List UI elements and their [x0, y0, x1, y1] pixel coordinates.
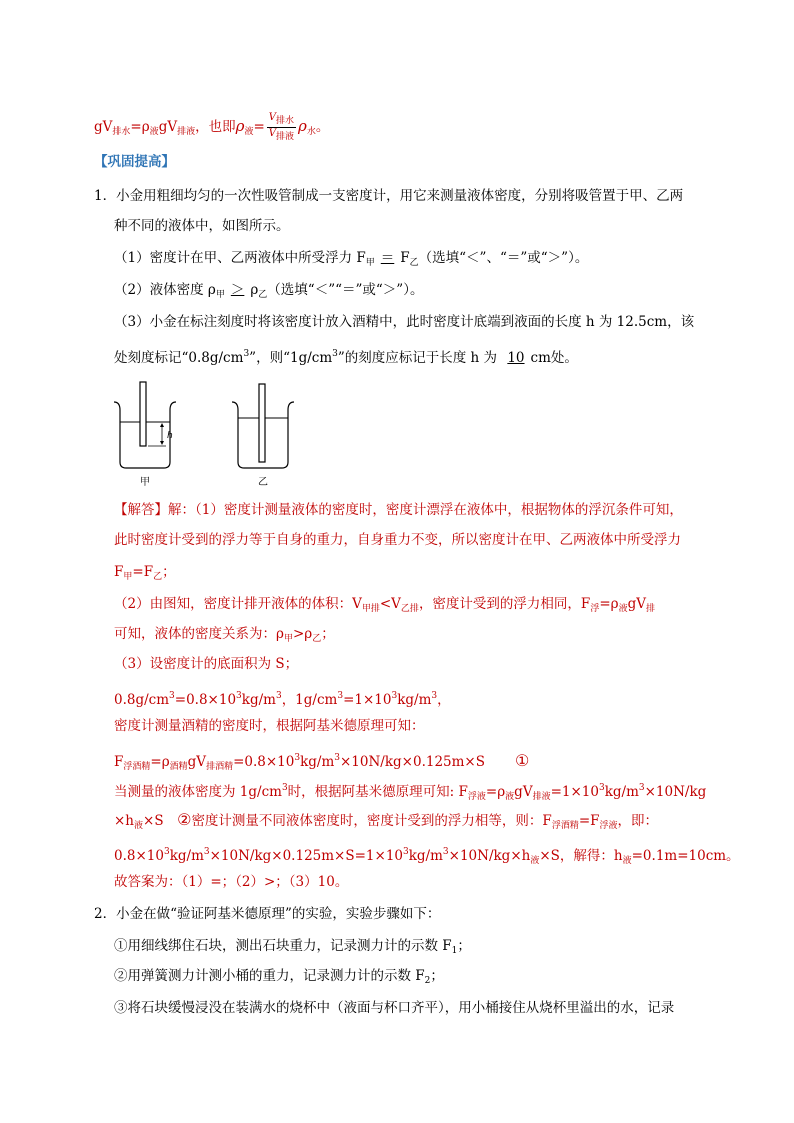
- frac-num-v: V: [268, 112, 276, 123]
- fraction: [267, 112, 296, 143]
- sol-sub: 浮液: [599, 821, 618, 831]
- sol-sup: 3: [281, 783, 288, 793]
- frac-den-sub: 排液: [276, 132, 295, 142]
- sol-sub: 排液: [532, 792, 551, 802]
- sol-text: =F: [578, 813, 600, 829]
- sol-sup: 3: [334, 753, 340, 763]
- q2-step-sub: 1: [451, 946, 458, 956]
- sol-text: kg/m: [169, 848, 204, 864]
- sol-sup: 3: [203, 847, 210, 857]
- q1-p2-text: （2）液体密度 ρ: [114, 282, 216, 298]
- circled-2: ②: [177, 810, 192, 829]
- sol-sub: 乙: [153, 572, 163, 582]
- solution-line3: [114, 562, 176, 587]
- sol-text: kg/m: [408, 848, 443, 864]
- sol-text: （2）由图知，密度计排开液体的体积：V: [114, 596, 362, 612]
- sol-text: ×10N/kg×0.125m×S=1×10: [209, 848, 403, 864]
- sol-text: ，1g/cm: [281, 692, 338, 708]
- sol-sub: 浮酒精: [123, 762, 151, 772]
- sol-text: =1×10: [550, 784, 599, 800]
- q2-step3: ③将石块缓慢浸没在装满水的烧杯中（液面与杯口齐平），用小桶接住从烧杯里溢出的水，记录: [114, 1000, 675, 1016]
- sol-text: =0.1m=10cm。: [631, 848, 740, 864]
- sol-text: kg/m: [241, 692, 276, 708]
- h-arrow-head-down: [160, 441, 164, 445]
- formula-sub: 水: [306, 127, 316, 137]
- solution-line7: [114, 686, 451, 710]
- sol-text: 密度计测量不同液体密度时，密度计受到的浮力相等，则：F: [191, 813, 552, 829]
- q1-p3-sup: 3: [332, 349, 338, 359]
- sol-text: gV: [187, 754, 207, 770]
- frac-den-v: V: [268, 128, 276, 139]
- formula-text: ，也即: [195, 119, 236, 135]
- circled-1: ①: [515, 751, 530, 770]
- sol-text: =1×10: [343, 692, 392, 708]
- sol-text: 0.8×10: [114, 848, 164, 864]
- q1-p3-text: 处刻度标记“0.8g/cm: [114, 350, 244, 366]
- formula-text: gV: [158, 119, 178, 135]
- solution-line5: [114, 624, 335, 649]
- sol-text: kg/m: [397, 692, 432, 708]
- sol-sub: 浮酒精: [551, 821, 579, 831]
- sol-text: =ρ: [599, 596, 619, 612]
- formula-sub: 排液: [177, 127, 196, 137]
- q1-p2-sub: 甲: [215, 290, 225, 300]
- solution-line8: 密度计测量酒精的密度时，根据阿基米德原理可知：: [114, 718, 425, 734]
- formula-text: 。: [315, 119, 330, 135]
- q1-p2-answer: ＞: [230, 282, 245, 298]
- q1-part2: [114, 280, 423, 305]
- straw-jia: [140, 382, 146, 446]
- q1-part3-line1: （3）小金在标注刻度时将该密度计放入酒精中，此时密度计底端到液面的长度 h 为 12.5cm，该: [114, 314, 695, 330]
- sol-sub: 液: [618, 604, 628, 614]
- q1-p1-text: F: [400, 250, 410, 266]
- q1-p1-sub: 甲: [365, 258, 375, 268]
- solution-line11: [114, 810, 658, 836]
- sol-sub: 甲: [123, 572, 133, 582]
- q2-step-text: ①用细线绑住石块，测出石块重力，记录测力计的示数 F: [114, 938, 452, 954]
- formula-sub: 液: [149, 127, 159, 137]
- sol-sup: 3: [169, 691, 175, 701]
- solution-line10: [114, 778, 706, 807]
- sol-sub: 浮液: [467, 792, 486, 802]
- q2-line1: 2．小金在做“验证阿基米德原理”的实验，实验步骤如下：: [94, 906, 441, 922]
- sol-text: ×10N/kg×h: [448, 848, 531, 864]
- h-label: h: [167, 431, 173, 441]
- sol-sup: 3: [431, 691, 438, 701]
- q1-p3-sup: 3: [243, 349, 250, 359]
- frac-num-sub: 排水: [276, 116, 295, 126]
- sol-text: ，即：: [617, 813, 659, 829]
- sol-text: ×S: [143, 813, 178, 829]
- sol-text: kg/m: [604, 784, 639, 800]
- q1-p2-text: ρ: [250, 282, 259, 298]
- sol-text: F: [114, 564, 124, 580]
- sol-sub: 液: [505, 792, 515, 802]
- sol-text: 当测量的液体密度为 1g/cm: [114, 784, 282, 800]
- sol-text: ×10N/kg: [644, 784, 707, 800]
- q1-p1-text: （选填“＜”、“＝”或“＞”）。: [418, 250, 589, 266]
- q1-p1-answer: ＝: [380, 250, 395, 266]
- sol-sup: 3: [391, 691, 398, 701]
- sol-sup: 3: [442, 847, 449, 857]
- sol-text: gV: [627, 596, 646, 612]
- sol-text: =F: [132, 564, 154, 580]
- formula-line: [94, 112, 329, 145]
- sol-text: ，密度计受到的浮力相同，F: [418, 596, 591, 612]
- sol-sup: 3: [403, 847, 409, 857]
- q2-step-text: ；: [430, 968, 444, 984]
- solution-text: 解：（1）密度计测量液体的密度时，密度计漂浮在液体中，根据物体的浮沉条件可知，: [168, 502, 683, 518]
- formula-text: =ρ: [130, 119, 150, 135]
- solution-line9: [114, 748, 529, 777]
- q1-p1-text: （1）密度计在甲、乙两液体中所受浮力 F: [114, 250, 366, 266]
- sol-sup: 3: [294, 753, 301, 763]
- formula-text: =: [253, 119, 265, 135]
- q2-step-sub: 2: [424, 976, 431, 986]
- q2-step2: [114, 966, 444, 991]
- sol-sub: 乙排: [400, 604, 419, 614]
- q1-p1-sub: 乙: [409, 258, 419, 268]
- sol-text: ；: [162, 564, 176, 580]
- label-jia: 甲: [140, 477, 150, 488]
- q1-part1: [114, 248, 588, 273]
- q1-line1: 1．小金用粗细均匀的一次性吸管制成一支密度计，用它来测量液体密度，分别将吸管置于甲、乙两: [94, 188, 684, 204]
- q1-p3-text: cm处。: [530, 350, 578, 366]
- formula-sub: 排水: [112, 127, 131, 137]
- sol-text: ；: [321, 626, 335, 642]
- sol-sub: 浮: [590, 604, 600, 614]
- formula-rho: ρ: [298, 117, 307, 135]
- sol-sup: 3: [163, 847, 170, 857]
- q1-p3-answer: 10: [507, 350, 525, 366]
- section-title: 【巩固提高】: [94, 154, 175, 170]
- formula-text: gV: [94, 119, 113, 135]
- solution-line12: [114, 842, 740, 871]
- formula-sub: 液: [244, 127, 254, 137]
- solution-line4: [114, 594, 655, 619]
- sol-text: =ρ: [485, 784, 506, 800]
- solution-line2: 此时密度计受到的浮力等于自身的重力，自身重力不变，所以密度计在甲、乙两液体中所受浮力: [114, 532, 681, 548]
- sol-text: =0.8×10: [233, 754, 295, 770]
- sol-sub: 甲: [283, 634, 293, 644]
- q1-p3-text: ”的刻度应标记于长度 h 为: [337, 350, 502, 366]
- sol-sup: 3: [236, 691, 242, 701]
- sol-sub: 排: [646, 604, 656, 614]
- q2-step-text: ②用弹簧测力计测小桶的重力，记录测力计的示数 F: [114, 968, 425, 984]
- sol-sub: 液: [134, 821, 144, 831]
- sol-text: =0.8×10: [174, 692, 237, 708]
- sol-text: 时，根据阿基米德原理可知: F: [287, 784, 468, 800]
- sol-text: =ρ: [150, 754, 170, 770]
- h-arrow-head-up: [160, 423, 164, 427]
- formula-rho: ρ: [235, 117, 245, 135]
- q2-step1: [114, 936, 471, 961]
- q1-p2-sub: 乙: [258, 290, 268, 300]
- sol-text: gV: [514, 784, 533, 800]
- sol-sub: 乙: [312, 634, 322, 644]
- sol-sup: 3: [275, 691, 282, 701]
- q2-step-text: ；: [457, 938, 471, 954]
- sol-text: kg/m: [300, 754, 335, 770]
- sol-text: ×S，解得：h: [539, 848, 623, 864]
- sol-sup: 3: [337, 691, 344, 701]
- solution-line1: [114, 500, 683, 520]
- q1-p2-text: （选填“＜”“＝”或“＞”）。: [267, 282, 424, 298]
- sol-text: ×10N/kg×0.125m×S: [340, 754, 485, 770]
- sol-sup: 3: [638, 783, 645, 793]
- q1-p3-text: ”，则“1g/cm: [249, 350, 333, 366]
- q1-part3-line2: [114, 344, 578, 368]
- sol-sub: 排酒精: [206, 762, 234, 772]
- sol-text: ，: [437, 692, 451, 708]
- q1-line2: 种不同的液体中，如图所示。: [114, 218, 290, 234]
- sol-sub: 液: [530, 856, 540, 866]
- sol-text: 可知，液体的密度关系为：ρ: [114, 626, 284, 642]
- label-yi: 乙: [258, 477, 268, 488]
- figure-densimeter: [100, 378, 300, 490]
- solution-line6: （3）设密度计的底面积为 S；: [114, 656, 299, 672]
- solution-line13: 故答案为：（1）=；（2）>；（3）10。: [114, 874, 349, 890]
- sol-text: ×h: [114, 813, 135, 829]
- sol-sup: 3: [598, 783, 605, 793]
- solution-tag: 【解答】: [114, 502, 168, 518]
- straw-yi: [259, 384, 265, 462]
- sol-text: >ρ: [292, 626, 313, 642]
- sol-text: F: [114, 754, 124, 770]
- sol-sub: 酒精: [169, 762, 188, 772]
- sol-sub: 甲排: [361, 604, 380, 614]
- sol-sub: 液: [622, 856, 632, 866]
- sol-text: <V: [379, 596, 401, 612]
- sol-text: 0.8g/cm: [114, 692, 170, 708]
